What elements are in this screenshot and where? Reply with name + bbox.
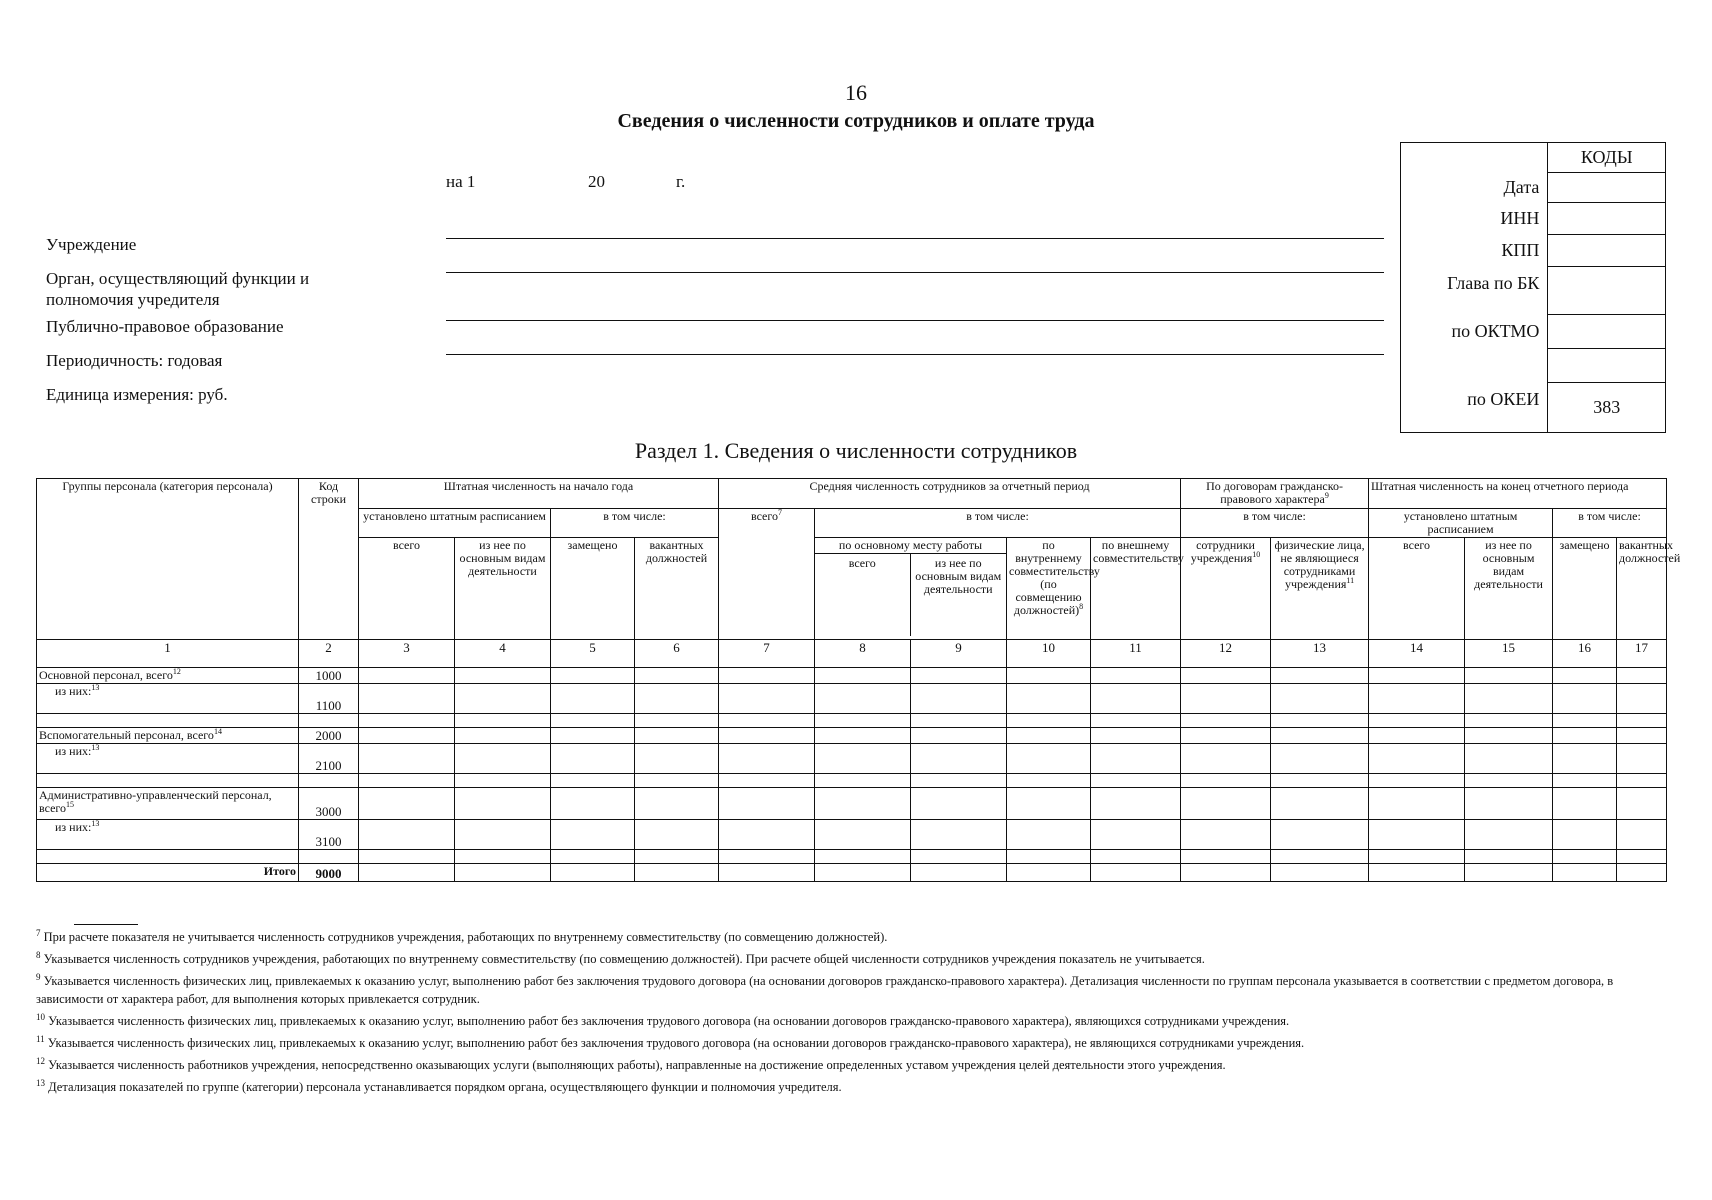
- codes-value-okei: 383: [1548, 383, 1666, 433]
- footnote-divider: [74, 924, 138, 925]
- colnum: 15: [1465, 640, 1553, 668]
- date-prefix: на 1: [446, 172, 476, 191]
- row-label: из них:$^{13}$: [37, 820, 299, 850]
- colnum: 6: [635, 640, 719, 668]
- codes-label-inn: ИНН: [1401, 203, 1548, 235]
- row-code: 1000: [299, 668, 359, 684]
- header-civil-staff: сотрудники учреждения$^{10}$: [1181, 538, 1271, 640]
- header-established: установлено штатным расписанием: [359, 509, 551, 538]
- header-external: по внешнему совместительству: [1091, 538, 1181, 640]
- footnote: $^8$ Указывается численность сотрудников учреждения, работающих по внутреннему совместительству (по совмещению должностей). При расчете общей численности сотрудников учреждения показатель не учитывается.: [36, 949, 1205, 966]
- footnote: $^{12}$ Указывается численность работников учреждения, непосредственно оказывающих услуги (выполняющих работы), направленные на достижение определенных уставом учреждения целей деятельности этого учреждения.: [36, 1055, 1226, 1072]
- header-code: Код строки: [299, 479, 359, 640]
- footnote: $^{13}$ Детализация показателей по группе (категории) персонала устанавливается порядком органа, осуществляющего функции и полномочия учредителя.: [36, 1077, 842, 1094]
- header-avg: Средняя численность сотрудников за отчетный период: [719, 479, 1181, 509]
- codes-value-inn[interactable]: [1548, 203, 1666, 235]
- header-including-end: в том числе:: [1553, 509, 1667, 538]
- staff-table: [36, 478, 1681, 882]
- row-label-total: Итого: [37, 864, 299, 882]
- colnum: 9: [911, 640, 1007, 668]
- colnum: 8: [815, 640, 911, 668]
- row-code-total: 9000: [299, 864, 359, 882]
- codes-value-oktmo[interactable]: [1548, 315, 1666, 349]
- codes-label-oktmo: по ОКТМО: [1401, 315, 1548, 349]
- row-code: 1100: [299, 684, 359, 714]
- footnotes: [36, 928, 1672, 1100]
- table-row: [37, 820, 1667, 850]
- row-label: Основной персонал, всего$^{12}$: [37, 668, 299, 684]
- header-avg-total: всего$^7$: [719, 509, 815, 640]
- table-row: [37, 668, 1667, 684]
- date-suffix: г.: [676, 172, 686, 191]
- document-title: Сведения о численности сотрудников и оплате труда: [617, 110, 1095, 132]
- header-civil: По договорам гражданско-правового характера$^9$: [1181, 479, 1369, 509]
- table-row: [37, 850, 1667, 864]
- colnum: 16: [1553, 640, 1617, 668]
- page-number: 16: [845, 80, 867, 105]
- row-code: 3100: [299, 820, 359, 850]
- header-main-place-activity: из нее по основным видам деятельности: [915, 556, 1002, 596]
- table-row: [37, 728, 1667, 744]
- field-founder-line[interactable]: [446, 272, 1384, 273]
- header-civil-including: в том числе:: [1181, 509, 1369, 538]
- header-staff-end: Штатная численность на конец отчетного периода: [1369, 479, 1667, 509]
- colnum: 2: [299, 640, 359, 668]
- footnote: $^{11}$ Указывается численность физических лиц, привлекаемых к оказанию услуг, выполнению работ без заключения трудового договора (на основании договоров гражданско-правового характера), не являющихся сотрудниками учреждения.: [36, 1033, 1305, 1050]
- colnum: 7: [719, 640, 815, 668]
- colnum: 10: [1007, 640, 1091, 668]
- header-main-activity-end: из нее по основным видам деятельности: [1465, 538, 1553, 640]
- table-row: [37, 744, 1667, 774]
- row-code: 2000: [299, 728, 359, 744]
- table-row: [37, 788, 1667, 820]
- date-year: 20: [588, 172, 605, 191]
- header-groups: Группы персонала (категория персонала): [37, 479, 299, 640]
- colnum: 12: [1181, 640, 1271, 668]
- header-main-activity-start: из нее по основным видам деятельности: [455, 538, 551, 640]
- table-row-total: [37, 864, 1667, 882]
- header-total-start: всего: [359, 538, 455, 640]
- codes-value-kpp[interactable]: [1548, 235, 1666, 267]
- codes-label-okei: по ОКЕИ: [1401, 383, 1548, 433]
- header-including-start: в том числе:: [551, 509, 719, 538]
- codes-label-bk: Глава по БК: [1401, 267, 1548, 315]
- header-established-end: установлено штатным расписанием: [1369, 509, 1553, 538]
- header-civil-individuals: физические лица, не являющиеся сотрудниками учреждения$^{11}$: [1271, 538, 1369, 640]
- section-title: Раздел 1. Сведения о численности сотрудников: [634, 438, 1078, 463]
- codes-value-bk[interactable]: [1548, 267, 1666, 315]
- codes-title: КОДЫ: [1548, 143, 1666, 173]
- colnum: 3: [359, 640, 455, 668]
- header-total-end: всего: [1369, 538, 1465, 640]
- row-label: Вспомогательный персонал, всего$^{14}$: [37, 728, 299, 744]
- field-institution-label: Учреждение: [46, 235, 137, 254]
- header-staff-start: Штатная численность на начало года: [359, 479, 719, 509]
- field-unit-label: Единица измерения: руб.: [46, 385, 228, 404]
- field-public-entity-line[interactable]: [446, 320, 1384, 321]
- header-main-place: по основному месту работы всего из нее по основным видам деятельности: [815, 538, 1007, 640]
- header-main-place-total: всего: [815, 554, 911, 636]
- colnum: 4: [455, 640, 551, 668]
- header-avg-including: в том числе:: [815, 509, 1181, 538]
- colnum: 17: [1617, 640, 1667, 668]
- footnote: $^{10}$ Указывается численность физических лиц, привлекаемых к оказанию услуг, выполнению работ без заключения трудового договора (на основании договоров гражданско-правового характера), являющихся сотрудниками учреждения.: [36, 1011, 1290, 1028]
- field-founder-label: Орган, осуществляющий функции и полномочия учредителя: [46, 269, 310, 309]
- codes-label-date: Дата: [1401, 173, 1548, 203]
- field-public-entity-label: Публично-правовое образование: [46, 317, 284, 336]
- field-periodicity-label: Периодичность: годовая: [46, 351, 223, 370]
- table-row: [37, 714, 1667, 728]
- footnote: $^7$ При расчете показателя не учитывается численность сотрудников учреждения, работающих по внутреннему совместительству (по совмещению должностей).: [36, 927, 888, 944]
- codes-box: [1400, 142, 1666, 433]
- header-vacant-start: вакантных должностей: [635, 538, 719, 640]
- header-filled-start: замещено: [551, 538, 635, 640]
- footnote: $^9$ Указывается численность физических лиц, привлекаемых к оказанию услуг, выполнению работ без заключения трудового договора (на основании договоров гражданско-правового характера). Детализация численности по группам персонала указывается в соответствии с предметом договора, в зависимости от характера работ, для выполнения которых привлекается сотрудник.: [36, 971, 1614, 1006]
- colnum: 13: [1271, 640, 1369, 668]
- colnum: 11: [1091, 640, 1181, 668]
- row-label: Административно-управленческий персонал, всего$^{15}$: [37, 788, 299, 820]
- row-code: 3000: [299, 788, 359, 820]
- colnum: 5: [551, 640, 635, 668]
- header-internal: по внутреннему совместительству (по совмещению должностей)$^8$: [1007, 538, 1091, 640]
- header-filled-end: замещено: [1553, 538, 1617, 640]
- codes-value-extra[interactable]: [1548, 349, 1666, 383]
- colnum: 1: [37, 640, 299, 668]
- field-institution-line[interactable]: [446, 238, 1384, 239]
- table-row: [37, 774, 1667, 788]
- row-code: 2100: [299, 744, 359, 774]
- row-label: из них:$^{13}$: [37, 684, 299, 714]
- row-label: из них:$^{13}$: [37, 744, 299, 774]
- field-periodicity-line[interactable]: [446, 354, 1384, 355]
- colnum: 14: [1369, 640, 1465, 668]
- header-vacant-end: вакантных должностей: [1617, 538, 1667, 640]
- table-row: [37, 684, 1667, 714]
- codes-value-date[interactable]: [1548, 173, 1666, 203]
- codes-label-kpp: КПП: [1401, 235, 1548, 267]
- column-numbers-row: [37, 640, 1667, 668]
